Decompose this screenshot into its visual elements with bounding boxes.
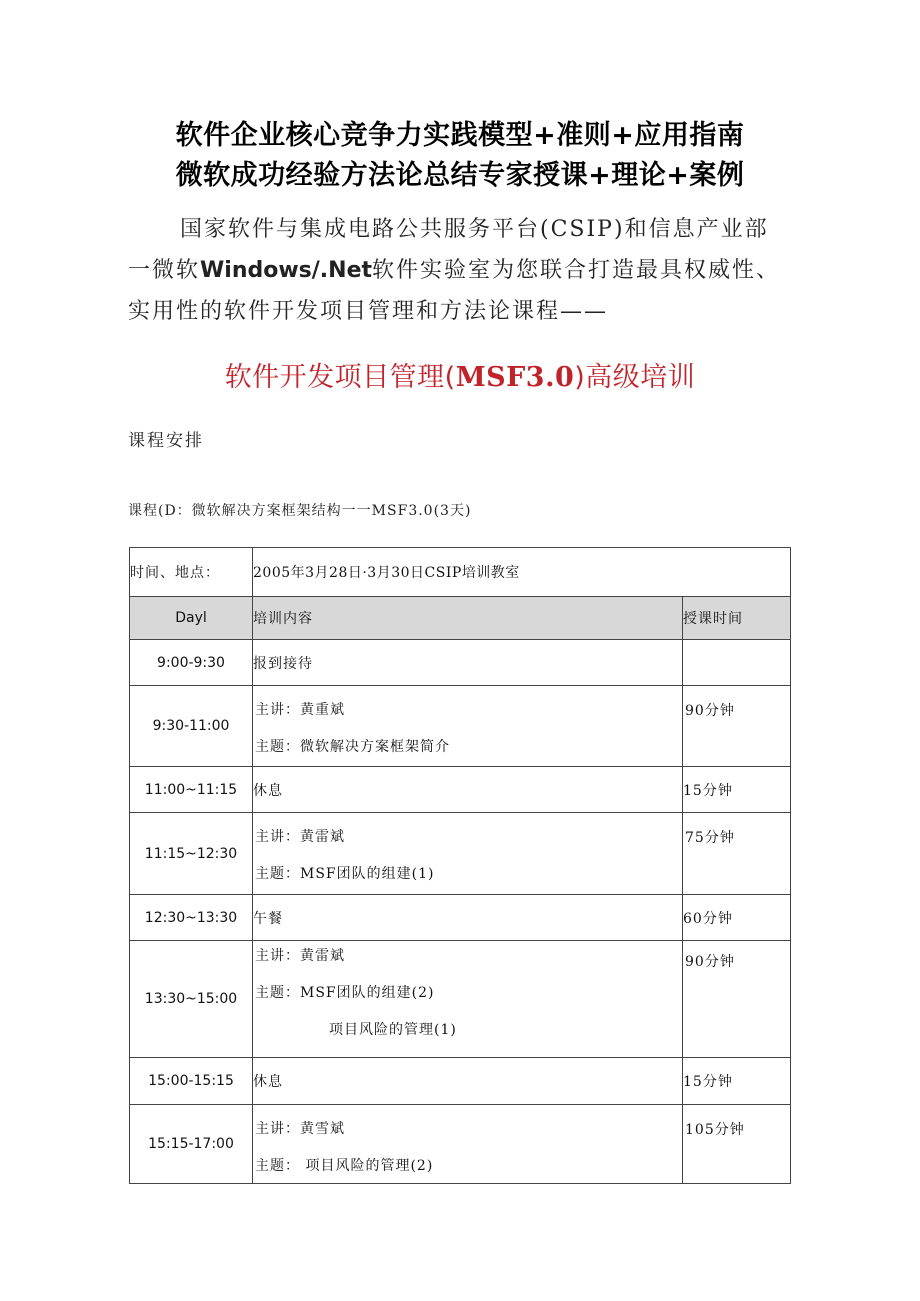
schedule-table (129, 547, 791, 1184)
row-time: 11:00~11:15 (130, 767, 253, 813)
row-time: 12:30~13:30 (130, 895, 253, 941)
row-time: 9:30-11:00 (130, 686, 253, 767)
course-title (0, 355, 920, 394)
row-time: 15:15-17:00 (130, 1105, 253, 1184)
table-row (130, 1105, 791, 1184)
table-row (130, 941, 791, 1058)
row-content: 主讲：黄雷斌 主题：MSF团队的组建(1) (253, 813, 683, 895)
header-row (130, 597, 791, 640)
row-content: 午餐 (253, 895, 683, 941)
row-time: 15:00-15:15 (130, 1058, 253, 1105)
intro-brand: Windows/.Net (200, 258, 373, 283)
intro-line-2-post: 软件实验室为您联合打造最具权威性、 (372, 258, 781, 283)
row-content: 报到接待 (253, 640, 683, 686)
row-duration: 90分钟 (683, 686, 791, 767)
header-day: Dayl (130, 597, 253, 640)
course-title-pre: 软件开发项目管理( (224, 362, 456, 393)
row-time: 9:00-9:30 (130, 640, 253, 686)
row-duration: 60分钟 (683, 895, 791, 941)
table-row (130, 813, 791, 895)
row-duration (683, 640, 791, 686)
intro-paragraph (128, 212, 808, 330)
course-title-code: MSF3.0 (455, 362, 575, 393)
table-row (130, 767, 791, 813)
table-row (130, 686, 791, 767)
intro-line-2 (128, 253, 808, 289)
header-duration: 授课时间 (683, 597, 791, 640)
intro-line-2-pre: 一微软 (128, 258, 201, 283)
location-value: 2005年3月28日·3月30日CSIP培训教室 (253, 548, 791, 597)
table-row (130, 895, 791, 941)
location-label: 时间、地点： (130, 548, 253, 597)
row-time: 11:15~12:30 (130, 813, 253, 895)
intro-line-1: 国家软件与集成电路公共服务平台(CSIP)和信息产业部 (180, 217, 769, 242)
table-row (130, 1058, 791, 1105)
row-duration: 15分钟 (683, 1058, 791, 1105)
headline-2: 微软成功经验方法论总结专家授课+理论+案例 (175, 160, 745, 191)
schedule-heading: 课程安排 (128, 431, 204, 451)
row-duration: 90分钟 (683, 941, 791, 1058)
table-row (130, 640, 791, 686)
row-content: 主讲：黄雷斌 主题：MSF团队的组建(2) 项目风险的管理(1) (253, 941, 683, 1058)
course-title-post: )高级培训 (574, 362, 696, 393)
location-row (130, 548, 791, 597)
header-content: 培训内容 (253, 597, 683, 640)
headline-1: 软件企业核心竞争力实践模型+准则+应用指南 (175, 120, 745, 151)
row-duration: 15分钟 (683, 767, 791, 813)
row-duration: 75分钟 (683, 813, 791, 895)
intro-line-3: 实用性的软件开发项目管理和方法论课程—— (128, 299, 609, 324)
row-time: 13:30~15:00 (130, 941, 253, 1058)
row-duration: 105分钟 (683, 1105, 791, 1184)
course-line: 课程(D：微软解决方案框架结构一一MSF3.0(3天) (128, 503, 472, 519)
row-content: 主讲：黄雪斌 主题： 项目风险的管理(2) (253, 1105, 683, 1184)
row-content: 休息 (253, 767, 683, 813)
row-content: 主讲：黄重斌 主题：微软解决方案框架简介 (253, 686, 683, 767)
row-content: 休息 (253, 1058, 683, 1105)
